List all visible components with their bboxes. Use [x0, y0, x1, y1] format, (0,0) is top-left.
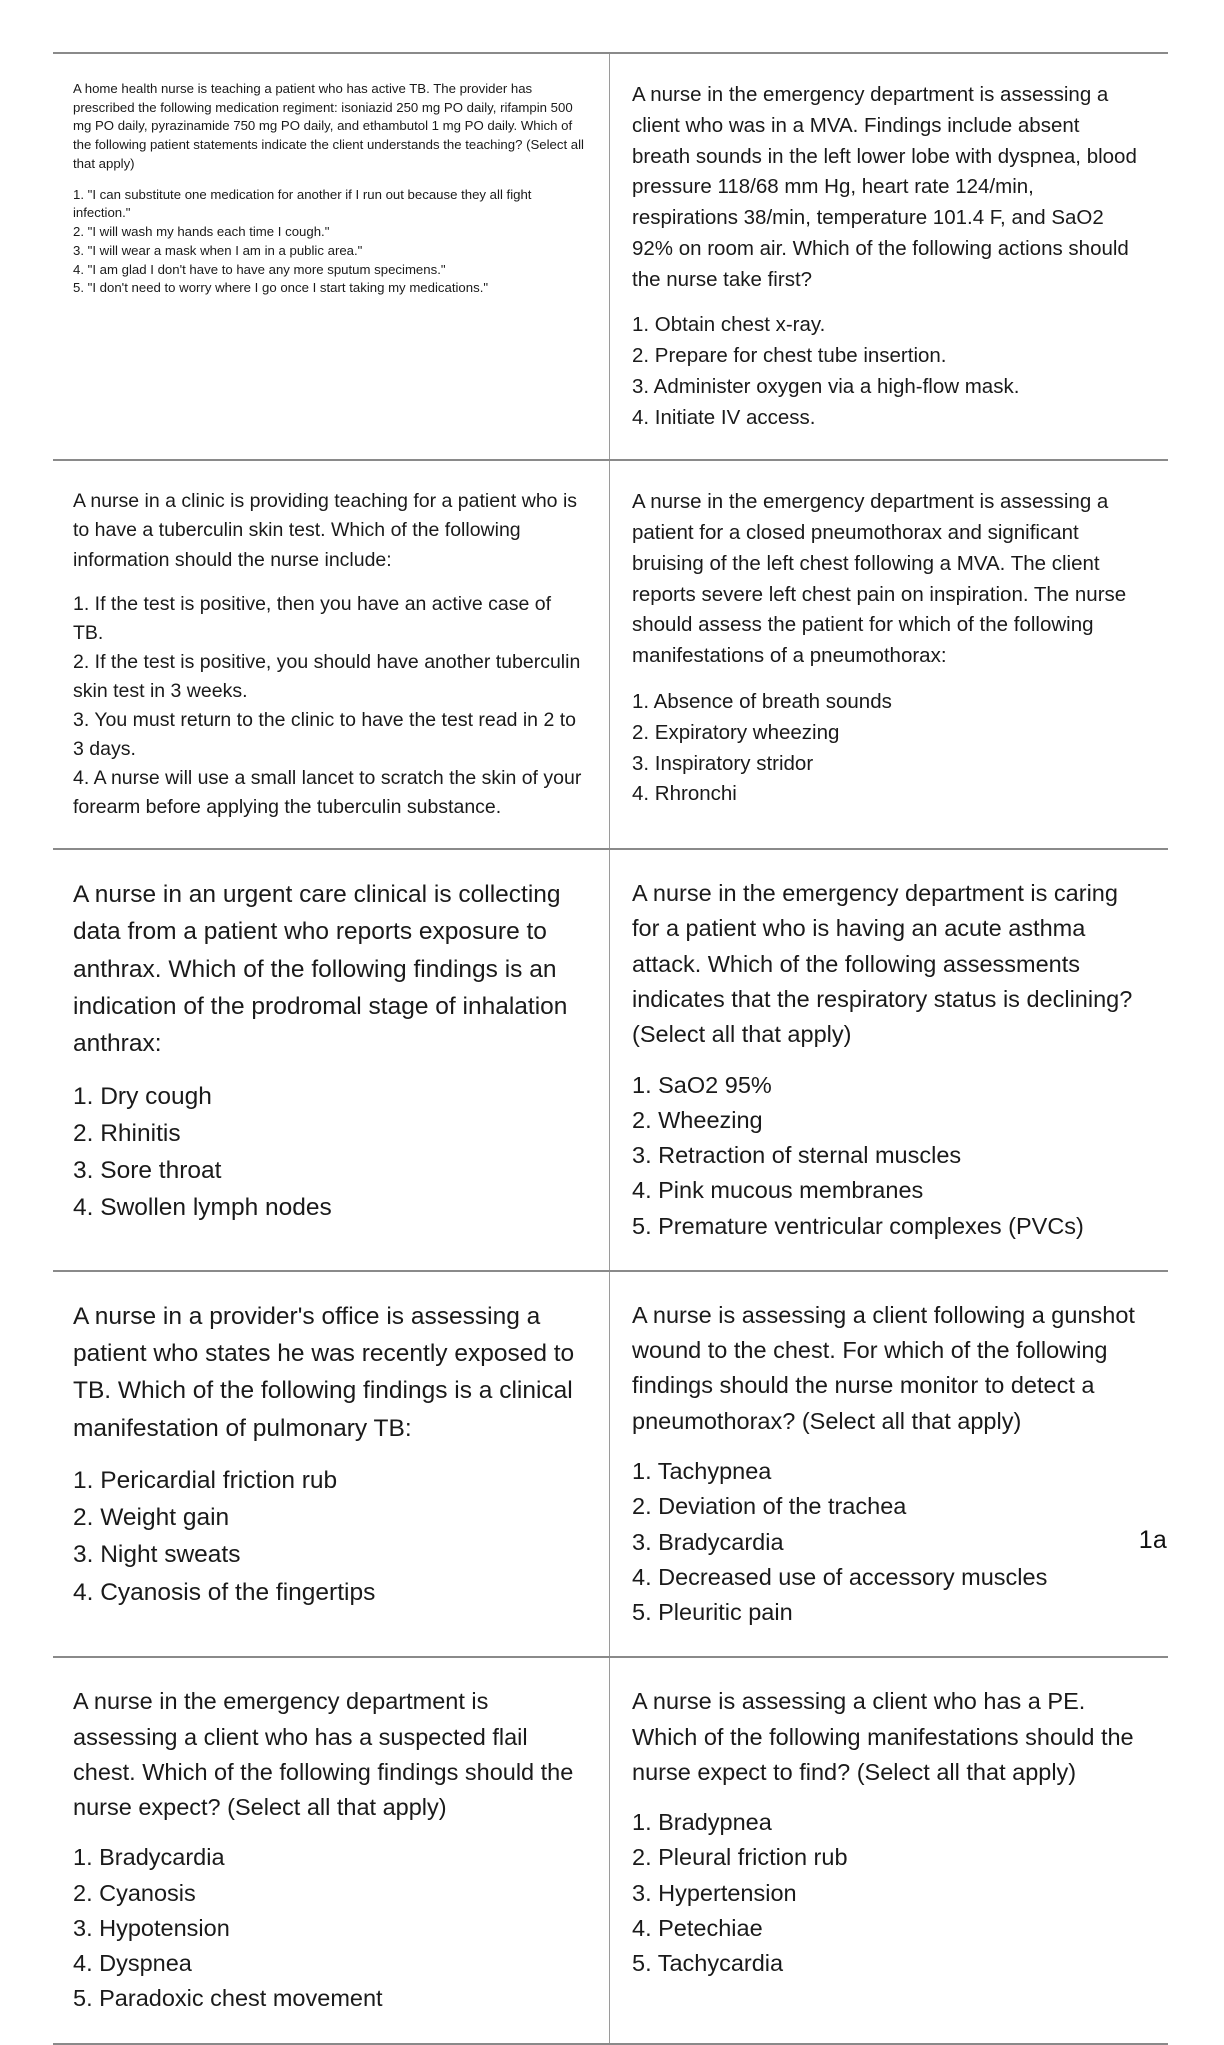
question-stem: A nurse is assessing a client who has a PE. Which of the following manifestations should the nurse expect to find? (Select all that apply)	[632, 1688, 1141, 1785]
answer-option[interactable]: 1. Obtain chest x-ray.	[632, 313, 826, 337]
answer-option[interactable]: 2. If the test is positive, you should have another tuberculin skin test in 3 weeks.	[73, 650, 586, 702]
question-sheet	[53, 52, 1167, 2012]
question-row	[53, 1271, 1168, 1657]
stem-options-spacer	[632, 1052, 1140, 1067]
answer-option[interactable]: 4. "I am glad I don't have to have any more sputum specimens."	[73, 261, 446, 277]
question-row	[53, 460, 1168, 849]
answer-option[interactable]: 2. Weight gain	[73, 1504, 230, 1532]
answer-option-list	[73, 1840, 585, 2016]
question-block	[610, 850, 1168, 1270]
question-stem: A nurse in an urgent care clinical is collecting data from a patient who reports exposure to anthrax. Which of the following findings is an indication of the prodromal stage of inhalation anthrax:	[73, 881, 575, 1058]
question-row	[53, 849, 1168, 1271]
question-cell-left	[53, 1271, 610, 1657]
question-cell-left	[53, 1657, 610, 2043]
answer-option-list	[73, 186, 585, 298]
answer-option-list	[73, 1078, 585, 1227]
answer-option[interactable]: 1. Tachypnea	[632, 1458, 772, 1485]
answer-option[interactable]: 4. Pink mucous membranes	[632, 1177, 924, 1204]
answer-option[interactable]: 5. Tachycardia	[632, 1950, 784, 1977]
stem-options-spacer	[73, 1825, 585, 1840]
stem-options-spacer	[73, 1447, 585, 1462]
question-block	[610, 54, 1168, 459]
answer-option[interactable]: 1. Pericardial friction rub	[73, 1466, 338, 1494]
question-stem: A nurse in the emergency department is assessing a client who was in a MVA. Findings include absent breath sounds in the left lower lobe with dyspnea, blood pressure 118/68 mm Hg, heart rate 124/min, respirations 38/min, temperature 101.4 F, and SaO2 92% on room air. Which of the following actions should the nurse take first?	[632, 83, 1143, 291]
answer-option[interactable]: 5. Premature ventricular complexes (PVCs)	[632, 1212, 1084, 1239]
answer-option[interactable]: 1. "I can substitute one medication for another if I run out because they all fight infection."	[73, 186, 536, 221]
question-stem: A home health nurse is teaching a patient who has active TB. The provider has prescribed the following medication regiment: isoniazid 250 mg PO daily, rifampin 500 mg PO daily, pyrazinamide 750 mg PO daily, and ethambutol 1 mg PO daily. Which of the following patient statements indicate the client understands the teaching? (Select all that apply)	[73, 81, 588, 171]
answer-option[interactable]: 1. Bradycardia	[73, 1844, 225, 1871]
answer-option[interactable]: 2. Deviation of the trachea	[632, 1493, 907, 1520]
stem-options-spacer	[632, 295, 1140, 310]
question-stem: A nurse is assessing a client following a gunshot wound to the chest. For which of the following findings should the nurse monitor to detect a pneumothorax? (Select all that apply)	[632, 1301, 1142, 1434]
stem-options-spacer	[632, 1439, 1140, 1454]
answer-option[interactable]: 4. Dyspnea	[73, 1950, 192, 1977]
answer-option[interactable]: 3. Hypotension	[73, 1914, 230, 1941]
question-cell-right	[610, 849, 1169, 1271]
stem-options-spacer	[632, 1790, 1140, 1805]
question-stem: A nurse in the emergency department is caring for a patient who is having an acute asthma attack. Which of the following assessments indicates that the respiratory status is declining? (Select all that apply)	[632, 880, 1139, 1048]
answer-option[interactable]: 5. Pleuritic pain	[632, 1599, 793, 1626]
question-block	[53, 54, 609, 324]
question-stem: A nurse in a provider's office is assessing a patient who states he was recently exposed to TB. Which of the following findings is a clinical manifestation of pulmonary TB:	[73, 1302, 581, 1442]
question-cell-left	[53, 53, 610, 460]
question-cell-left	[53, 849, 610, 1271]
answer-option[interactable]: 1. If the test is positive, then you have an active case of TB.	[73, 592, 557, 644]
question-block	[610, 1658, 1168, 2007]
question-stem: A nurse in the emergency department is assessing a client who has a suspected flail chest. Which of the following findings should the nurse expect? (Select all that apply)	[73, 1688, 580, 1821]
answer-option[interactable]: 4. Decreased use of accessory muscles	[632, 1563, 1048, 1590]
folio-number: 1a	[1138, 1526, 1167, 1554]
question-block	[610, 461, 1168, 836]
answer-option[interactable]: 2. Cyanosis	[73, 1879, 196, 1906]
answer-option[interactable]: 3. Sore throat	[73, 1156, 222, 1184]
question-cell-right	[610, 1271, 1169, 1657]
stem-options-spacer	[73, 174, 585, 186]
answer-option[interactable]: 1. Bradypnea	[632, 1809, 772, 1836]
answer-option[interactable]: 4. A nurse will use a small lancet to scratch the skin of your forearm before applying the tuberculin substance.	[73, 767, 587, 819]
answer-option[interactable]: 2. Rhinitis	[73, 1119, 181, 1147]
answer-option-list	[73, 590, 585, 822]
stem-options-spacer	[632, 672, 1140, 687]
answer-option-list	[632, 1068, 1140, 1244]
answer-option[interactable]: 3. Bradycardia	[632, 1528, 784, 1555]
answer-option[interactable]: 2. Prepare for chest tube insertion.	[632, 344, 947, 368]
question-row	[53, 53, 1168, 460]
question-block	[53, 1658, 609, 2042]
answer-option[interactable]: 4. Swollen lymph nodes	[73, 1194, 332, 1222]
answer-option[interactable]: 4. Cyanosis of the fingertips	[73, 1578, 376, 1606]
answer-option[interactable]: 5. "I don't need to worry where I go once I start taking my medications."	[73, 280, 489, 296]
question-cell-right	[610, 460, 1169, 849]
question-cell-left	[53, 460, 610, 849]
answer-option[interactable]: 2. Pleural friction rub	[632, 1844, 848, 1871]
stem-options-spacer	[73, 1062, 585, 1077]
answer-option-list	[632, 310, 1140, 433]
answer-option[interactable]: 4. Petechiae	[632, 1914, 763, 1941]
answer-option[interactable]: 2. Expiratory wheezing	[632, 720, 840, 744]
question-block	[53, 1272, 609, 1637]
question-grid-body	[53, 53, 1168, 2044]
answer-option[interactable]: 2. Wheezing	[632, 1106, 763, 1133]
answer-option[interactable]: 3. Administer oxygen via a high-flow mask.	[632, 374, 1020, 398]
stem-options-spacer	[73, 575, 585, 590]
answer-option[interactable]: 2. "I will wash my hands each time I cough."	[73, 224, 330, 240]
answer-option[interactable]: 4. Rhronchi	[632, 782, 737, 806]
question-block	[53, 461, 609, 848]
answer-option[interactable]: 5. Paradoxic chest movement	[73, 1985, 383, 2012]
question-grid	[53, 52, 1168, 2045]
answer-option[interactable]: 1. Absence of breath sounds	[632, 690, 892, 714]
answer-option[interactable]: 3. "I will wear a mask when I am in a public area."	[73, 242, 363, 258]
answer-option[interactable]: 1. SaO2 95%	[632, 1071, 772, 1098]
page-footer	[53, 1528, 1167, 1568]
question-row	[53, 1657, 1168, 2043]
answer-option-list	[632, 687, 1140, 810]
answer-option[interactable]: 4. Initiate IV access.	[632, 405, 816, 429]
answer-option-list	[632, 1805, 1140, 1981]
question-stem: A nurse in a clinic is providing teaching for a patient who is to have a tuberculin skin test. Which of the following information should the nurse include:	[73, 490, 583, 571]
answer-option[interactable]: 3. Inspiratory stridor	[632, 751, 814, 775]
question-block	[610, 1272, 1168, 1656]
answer-option[interactable]: 1. Dry cough	[73, 1082, 212, 1110]
question-block	[53, 850, 609, 1252]
answer-option[interactable]: 3. Retraction of sternal muscles	[632, 1142, 962, 1169]
question-stem: A nurse in the emergency department is assessing a patient for a closed pneumothorax and significant bruising of the left chest following a MVA. The client reports severe left chest pain on inspiration. The nurse should assess the patient for which of the following manifestations of a pneumothorax:	[632, 490, 1132, 668]
answer-option[interactable]: 3. You must return to the clinic to have the test read in 2 to 3 days.	[73, 708, 582, 760]
question-cell-right	[610, 53, 1169, 460]
question-cell-right	[610, 1657, 1169, 2043]
answer-option[interactable]: 3. Hypertension	[632, 1879, 797, 1906]
answer-option[interactable]: 3. Night sweats	[73, 1541, 241, 1569]
